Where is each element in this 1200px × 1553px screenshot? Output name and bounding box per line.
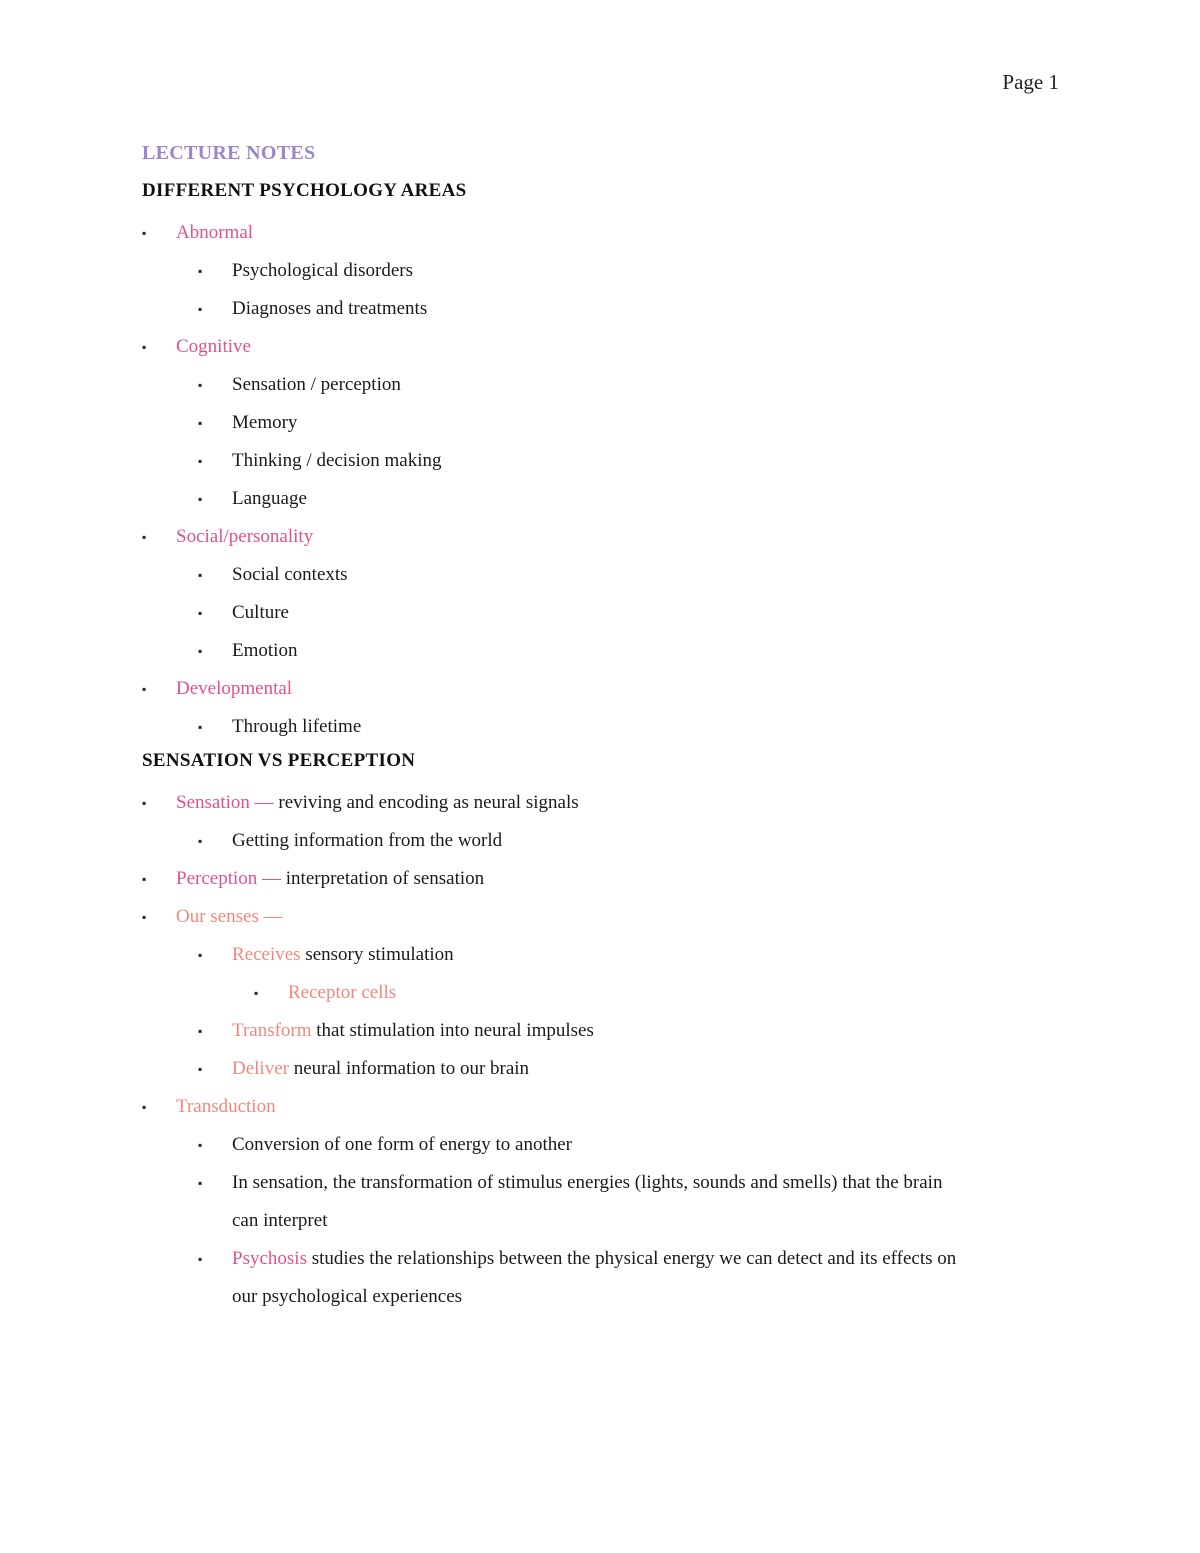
section-heading-psychology-areas: DIFFERENT PSYCHOLOGY AREAS <box>142 180 467 201</box>
list-item <box>142 822 1072 860</box>
list-item-text: Memory <box>232 412 298 433</box>
list-item <box>142 290 1072 328</box>
bullet-icon: ▪ <box>198 302 203 316</box>
bullet-icon: ▪ <box>198 416 203 430</box>
list-item-text: studies the relationships between the physical energy we can detect and its effects on <box>306 1248 957 1269</box>
list-item <box>142 936 1072 974</box>
bullet-icon: ▪ <box>198 644 203 658</box>
list-item-text: Thinking / decision making <box>232 450 442 471</box>
list-item <box>142 1126 1072 1164</box>
topic-cognitive: Cognitive <box>176 336 251 357</box>
bullet-icon: ▪ <box>198 1138 203 1152</box>
bullet-icon: ▪ <box>198 568 203 582</box>
list-item <box>142 670 1072 708</box>
list-item-text: Emotion <box>232 640 298 661</box>
list-item-text: Language <box>232 488 307 509</box>
list-item <box>142 442 1072 480</box>
bullet-icon: ▪ <box>142 530 147 544</box>
list-item <box>142 1240 1072 1316</box>
page-number: Page 1 <box>1002 70 1059 94</box>
bullet-icon: ▪ <box>142 796 147 810</box>
list-item <box>142 632 1072 670</box>
bullet-icon: ▪ <box>198 606 203 620</box>
term-transform: Transform <box>232 1020 312 1041</box>
list-item-text: Sensation / perception <box>232 374 401 395</box>
list-item <box>142 480 1072 518</box>
list-item <box>142 404 1072 442</box>
list-item <box>142 1012 1072 1050</box>
bullet-icon: ▪ <box>254 986 259 1000</box>
list-item-text-continued: can interpret <box>232 1210 328 1231</box>
bullet-icon: ▪ <box>198 1062 203 1076</box>
topic-developmental: Developmental <box>176 678 293 699</box>
list-item <box>142 252 1072 290</box>
bullet-icon: ▪ <box>142 682 147 696</box>
list-item <box>142 518 1072 556</box>
bullet-icon: ▪ <box>142 340 147 354</box>
bullet-icon: ▪ <box>142 1100 147 1114</box>
bullet-icon: ▪ <box>198 1176 203 1190</box>
list-item <box>142 556 1072 594</box>
bullet-icon: ▪ <box>198 378 203 392</box>
bullet-icon: ▪ <box>198 1024 203 1038</box>
bullet-icon: ▪ <box>142 910 147 924</box>
list-item <box>142 328 1072 366</box>
list-item <box>142 1050 1072 1088</box>
term-perception: Perception — <box>176 868 282 889</box>
notes-body <box>142 138 1072 1316</box>
bullet-icon: ▪ <box>198 720 203 734</box>
bullet-icon: ▪ <box>142 872 147 886</box>
topic-social: Social/personality <box>176 526 314 547</box>
list-item <box>142 1088 1072 1126</box>
bullet-icon: ▪ <box>198 454 203 468</box>
document-title: LECTURE NOTES <box>142 142 316 164</box>
bullet-icon: ▪ <box>198 492 203 506</box>
list-item-text: neural information to our brain <box>288 1058 530 1079</box>
list-item-text: Through lifetime <box>232 716 362 737</box>
term-sensation: Sensation — <box>176 792 274 813</box>
definition-text: interpretation of sensation <box>281 868 485 889</box>
list-item-text: Psychological disorders <box>232 260 414 281</box>
term-deliver: Deliver <box>232 1058 289 1079</box>
list-item <box>142 1164 1072 1240</box>
bullet-icon: ▪ <box>198 264 203 278</box>
bullet-icon: ▪ <box>198 948 203 962</box>
topic-abnormal: Abnormal <box>176 222 254 243</box>
list-item <box>142 708 1072 746</box>
list-item-text: Conversion of one form of energy to another <box>232 1134 572 1155</box>
term-receptor-cells: Receptor cells <box>288 982 397 1003</box>
list-item <box>142 214 1072 252</box>
list-item <box>142 974 1072 1012</box>
list-item-text: In sensation, the transformation of stimulus energies (lights, sounds and smells) that the brain <box>232 1172 943 1193</box>
list-item <box>142 784 1072 822</box>
list-item <box>142 366 1072 404</box>
list-item-text: Diagnoses and treatments <box>232 298 428 319</box>
section-heading-sensation-perception: SENSATION VS PERCEPTION <box>142 750 416 771</box>
list-item <box>142 860 1072 898</box>
definition-text: reviving and encoding as neural signals <box>273 792 579 813</box>
list-item-text: that stimulation into neural impulses <box>311 1020 594 1041</box>
list-item-text-continued: our psychological experiences <box>232 1286 463 1307</box>
list-item-text: sensory stimulation <box>300 944 454 965</box>
term-psychosis: Psychosis <box>232 1248 307 1269</box>
term-transduction: Transduction <box>176 1096 276 1117</box>
list-item-text: Culture <box>232 602 289 623</box>
bullet-icon: ▪ <box>142 226 147 240</box>
list-item-text: Social contexts <box>232 564 348 585</box>
bullet-icon: ▪ <box>198 834 203 848</box>
list-item <box>142 898 1072 936</box>
list-item-text: Getting information from the world <box>232 830 503 851</box>
term-our-senses: Our senses — <box>176 906 283 927</box>
list-item <box>142 594 1072 632</box>
bullet-icon: ▪ <box>198 1252 203 1266</box>
term-receives: Receives <box>232 944 301 965</box>
